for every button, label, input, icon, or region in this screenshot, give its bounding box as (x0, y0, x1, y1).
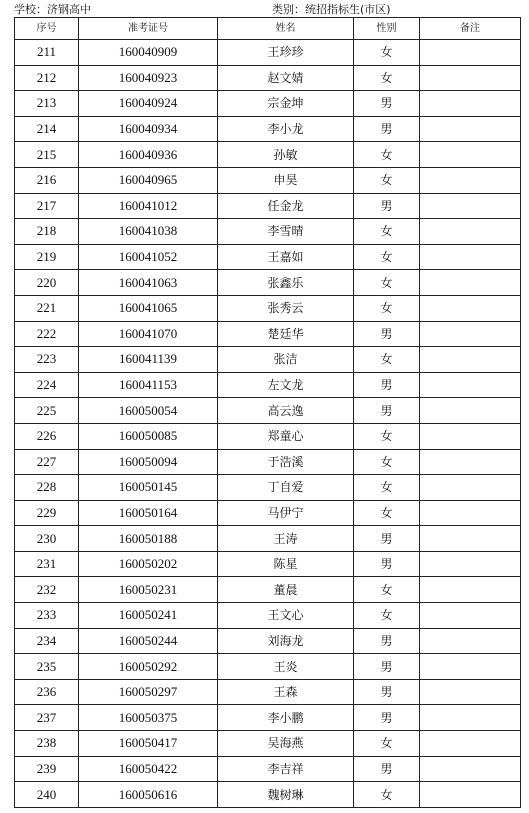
cell-remark (420, 756, 521, 782)
cell-remark (420, 654, 521, 680)
cell-gender: 女 (354, 577, 420, 603)
table-row (15, 423, 521, 449)
cell-remark (420, 628, 521, 654)
table-row (15, 116, 521, 142)
cell-gender: 女 (354, 167, 420, 193)
cell-exam-id: 160050188 (79, 526, 218, 552)
table-row (15, 372, 521, 398)
cell-gender: 男 (354, 654, 420, 680)
cell-remark (420, 321, 521, 347)
cell-name: 吴海燕 (218, 731, 354, 757)
cell-remark (420, 679, 521, 705)
cell-no: 217 (15, 193, 79, 219)
cell-no: 230 (15, 526, 79, 552)
document-header (0, 3, 529, 17)
cell-gender: 女 (354, 475, 420, 501)
cell-exam-id: 160041012 (79, 193, 218, 219)
cell-gender: 男 (354, 551, 420, 577)
cell-remark (420, 295, 521, 321)
column-header-no: 序号 (15, 18, 79, 40)
cell-remark (420, 423, 521, 449)
cell-exam-id: 160041063 (79, 270, 218, 296)
cell-exam-id: 160041139 (79, 347, 218, 373)
cell-name: 申昊 (218, 167, 354, 193)
cell-exam-id: 160050202 (79, 551, 218, 577)
cell-gender: 女 (354, 270, 420, 296)
cell-gender: 女 (354, 347, 420, 373)
table-row (15, 577, 521, 603)
cell-name: 王炎 (218, 654, 354, 680)
cell-no: 226 (15, 423, 79, 449)
cell-name: 陈星 (218, 551, 354, 577)
cell-name: 丁自爱 (218, 475, 354, 501)
cell-exam-id: 160050231 (79, 577, 218, 603)
table-row (15, 705, 521, 731)
table-row (15, 244, 521, 270)
cell-exam-id: 160050292 (79, 654, 218, 680)
table-row (15, 219, 521, 245)
cell-remark (420, 449, 521, 475)
cell-remark (420, 193, 521, 219)
cell-exam-id: 160050094 (79, 449, 218, 475)
cell-no: 238 (15, 731, 79, 757)
cell-no: 236 (15, 679, 79, 705)
column-header-name: 姓名 (218, 18, 354, 40)
table-body (15, 40, 521, 808)
cell-no: 232 (15, 577, 79, 603)
cell-gender: 女 (354, 295, 420, 321)
cell-remark (420, 603, 521, 629)
cell-no: 235 (15, 654, 79, 680)
table-row (15, 65, 521, 91)
table-row (15, 91, 521, 117)
cell-no: 233 (15, 603, 79, 629)
cell-no: 224 (15, 372, 79, 398)
cell-gender: 男 (354, 193, 420, 219)
cell-no: 228 (15, 475, 79, 501)
cell-no: 220 (15, 270, 79, 296)
cell-remark (420, 705, 521, 731)
cell-remark (420, 500, 521, 526)
table-row (15, 500, 521, 526)
cell-name: 王涛 (218, 526, 354, 552)
cell-name: 王文心 (218, 603, 354, 629)
cell-gender: 男 (354, 321, 420, 347)
cell-exam-id: 160050085 (79, 423, 218, 449)
cell-no: 234 (15, 628, 79, 654)
cell-no: 214 (15, 116, 79, 142)
cell-exam-id: 160050054 (79, 398, 218, 424)
cell-exam-id: 160050417 (79, 731, 218, 757)
cell-exam-id: 160041065 (79, 295, 218, 321)
cell-remark (420, 244, 521, 270)
cell-name: 高云逸 (218, 398, 354, 424)
cell-remark (420, 782, 521, 808)
cell-exam-id: 160050145 (79, 475, 218, 501)
cell-gender: 男 (354, 756, 420, 782)
cell-no: 223 (15, 347, 79, 373)
cell-remark (420, 398, 521, 424)
cell-exam-id: 160040923 (79, 65, 218, 91)
cell-exam-id: 160050422 (79, 756, 218, 782)
table-row (15, 475, 521, 501)
cell-name: 任金龙 (218, 193, 354, 219)
cell-name: 赵文婧 (218, 65, 354, 91)
cell-gender: 男 (354, 116, 420, 142)
cell-gender: 男 (354, 679, 420, 705)
cell-remark (420, 372, 521, 398)
cell-exam-id: 160050616 (79, 782, 218, 808)
cell-exam-id: 160041052 (79, 244, 218, 270)
table-row (15, 321, 521, 347)
cell-name: 楚廷华 (218, 321, 354, 347)
cell-no: 212 (15, 65, 79, 91)
cell-no: 239 (15, 756, 79, 782)
cell-no: 240 (15, 782, 79, 808)
table-row (15, 731, 521, 757)
school-label: 学校：济钢高中 (14, 3, 91, 16)
cell-no: 216 (15, 167, 79, 193)
cell-remark (420, 526, 521, 552)
cell-no: 229 (15, 500, 79, 526)
cell-name: 董晨 (218, 577, 354, 603)
cell-remark (420, 65, 521, 91)
column-header-gender: 性别 (354, 18, 420, 40)
table-header (15, 18, 521, 40)
cell-gender: 男 (354, 526, 420, 552)
column-header-remark: 备注 (420, 18, 521, 40)
cell-gender: 女 (354, 603, 420, 629)
cell-name: 马伊宁 (218, 500, 354, 526)
table-row (15, 347, 521, 373)
table-row (15, 654, 521, 680)
cell-no: 211 (15, 40, 79, 66)
cell-remark (420, 40, 521, 66)
table-row (15, 167, 521, 193)
table-row (15, 628, 521, 654)
cell-exam-id: 160040934 (79, 116, 218, 142)
cell-remark (420, 91, 521, 117)
cell-remark (420, 577, 521, 603)
cell-name: 李小龙 (218, 116, 354, 142)
cell-name: 刘海龙 (218, 628, 354, 654)
cell-exam-id: 160050375 (79, 705, 218, 731)
cell-name: 宗金坤 (218, 91, 354, 117)
cell-remark (420, 116, 521, 142)
cell-remark (420, 475, 521, 501)
cell-remark (420, 219, 521, 245)
cell-name: 张鑫乐 (218, 270, 354, 296)
cell-name: 于浩溪 (218, 449, 354, 475)
table-row (15, 449, 521, 475)
table-row (15, 398, 521, 424)
cell-name: 李小鹏 (218, 705, 354, 731)
cell-name: 孙敏 (218, 142, 354, 168)
cell-exam-id: 160040909 (79, 40, 218, 66)
cell-remark (420, 551, 521, 577)
cell-gender: 男 (354, 398, 420, 424)
cell-exam-id: 160041153 (79, 372, 218, 398)
category-label: 类别：统招指标生(市区) (272, 3, 391, 16)
table-row (15, 551, 521, 577)
cell-gender: 女 (354, 423, 420, 449)
cell-no: 219 (15, 244, 79, 270)
cell-exam-id: 160050244 (79, 628, 218, 654)
cell-gender: 女 (354, 500, 420, 526)
cell-name: 李雪晴 (218, 219, 354, 245)
table-row (15, 526, 521, 552)
cell-gender: 男 (354, 372, 420, 398)
cell-gender: 女 (354, 449, 420, 475)
table-row (15, 40, 521, 66)
cell-gender: 女 (354, 731, 420, 757)
table-row (15, 679, 521, 705)
table-row (15, 270, 521, 296)
cell-name: 王嘉如 (218, 244, 354, 270)
cell-exam-id: 160050164 (79, 500, 218, 526)
cell-gender: 女 (354, 219, 420, 245)
cell-no: 218 (15, 219, 79, 245)
cell-gender: 女 (354, 244, 420, 270)
cell-remark (420, 731, 521, 757)
column-header-exam-id: 准考证号 (79, 18, 218, 40)
cell-name: 魏树琳 (218, 782, 354, 808)
cell-name: 王森 (218, 679, 354, 705)
cell-no: 227 (15, 449, 79, 475)
cell-name: 左文龙 (218, 372, 354, 398)
cell-gender: 男 (354, 705, 420, 731)
cell-exam-id: 160040965 (79, 167, 218, 193)
cell-no: 215 (15, 142, 79, 168)
cell-no: 213 (15, 91, 79, 117)
cell-name: 张秀云 (218, 295, 354, 321)
cell-no: 222 (15, 321, 79, 347)
cell-remark (420, 347, 521, 373)
cell-exam-id: 160041070 (79, 321, 218, 347)
table-row (15, 193, 521, 219)
cell-exam-id: 160050297 (79, 679, 218, 705)
cell-gender: 女 (354, 782, 420, 808)
cell-gender: 女 (354, 65, 420, 91)
cell-gender: 女 (354, 142, 420, 168)
admission-list-table (14, 17, 521, 808)
cell-remark (420, 270, 521, 296)
table-row (15, 756, 521, 782)
cell-name: 郑童心 (218, 423, 354, 449)
cell-exam-id: 160041038 (79, 219, 218, 245)
cell-exam-id: 160040924 (79, 91, 218, 117)
cell-name: 李吉祥 (218, 756, 354, 782)
cell-gender: 女 (354, 40, 420, 66)
cell-no: 221 (15, 295, 79, 321)
cell-remark (420, 167, 521, 193)
cell-name: 张洁 (218, 347, 354, 373)
cell-remark (420, 142, 521, 168)
cell-no: 225 (15, 398, 79, 424)
cell-exam-id: 160040936 (79, 142, 218, 168)
table-row (15, 782, 521, 808)
cell-exam-id: 160050241 (79, 603, 218, 629)
table-row (15, 603, 521, 629)
header-row (15, 18, 521, 40)
cell-gender: 男 (354, 628, 420, 654)
cell-no: 237 (15, 705, 79, 731)
cell-no: 231 (15, 551, 79, 577)
table-row (15, 295, 521, 321)
cell-gender: 男 (354, 91, 420, 117)
cell-name: 王珍珍 (218, 40, 354, 66)
table-row (15, 142, 521, 168)
